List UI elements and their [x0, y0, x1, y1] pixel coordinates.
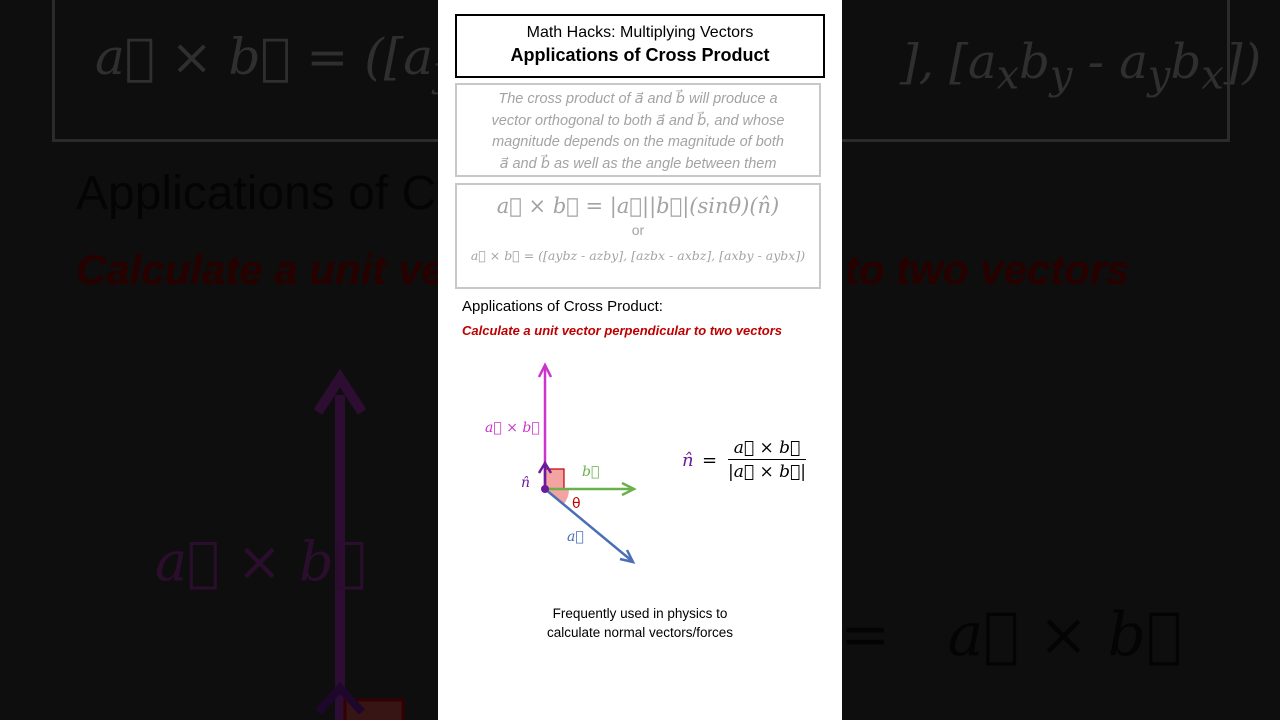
- numerator: a⃗ × b⃗: [728, 438, 806, 460]
- definition-line: a⃗ and b⃗ as well as the angle between them: [499, 155, 777, 172]
- page-title: Applications of Cross Product: [510, 45, 770, 65]
- equals-sign: =: [702, 450, 718, 471]
- footer-note: [438, 604, 842, 642]
- applications-heading: Applications of Cross Product:: [462, 298, 663, 315]
- theta-label: θ: [572, 496, 581, 512]
- b-label: b⃗: [582, 464, 600, 480]
- footer-line: calculate normal vectors/forces: [546, 625, 734, 640]
- fraction: [728, 438, 806, 482]
- component-formula: a⃗ × b⃗ = ([aybz - azby], [azbx - axbz], [axby - aybx]): [470, 248, 806, 263]
- denominator: |a⃗ × b⃗|: [728, 462, 806, 482]
- or-label: or: [631, 222, 645, 238]
- a-vector: [545, 489, 632, 561]
- a-label: a⃗: [567, 529, 584, 545]
- definition-box: [455, 83, 821, 177]
- formula-box: [455, 183, 821, 289]
- slide: [438, 0, 842, 720]
- right-angle-marker: [545, 469, 564, 489]
- n-hat-symbol: n̂: [682, 450, 694, 471]
- definition-line: vector orthogonal to both a⃗ and b⃗, and whose: [491, 112, 785, 129]
- title-box: [455, 14, 825, 78]
- magnitude-formula: a⃗ × b⃗ = |a⃗||b⃗|(sinθ)(n̂): [496, 194, 780, 218]
- origin-point: [541, 485, 549, 493]
- applications-task: Calculate a unit vector perpendicular to two vectors: [462, 323, 783, 338]
- definition-line: magnitude depends on the magnitude of both: [492, 134, 784, 150]
- footer-line: Frequently used in physics to: [552, 606, 728, 621]
- n-label: n̂: [521, 475, 531, 491]
- definition-line: The cross product of a⃗ and b⃗ will produce a: [498, 91, 778, 107]
- series-title: Math Hacks: Multiplying Vectors: [526, 24, 754, 41]
- axb-label: a⃗ × b⃗: [485, 420, 540, 436]
